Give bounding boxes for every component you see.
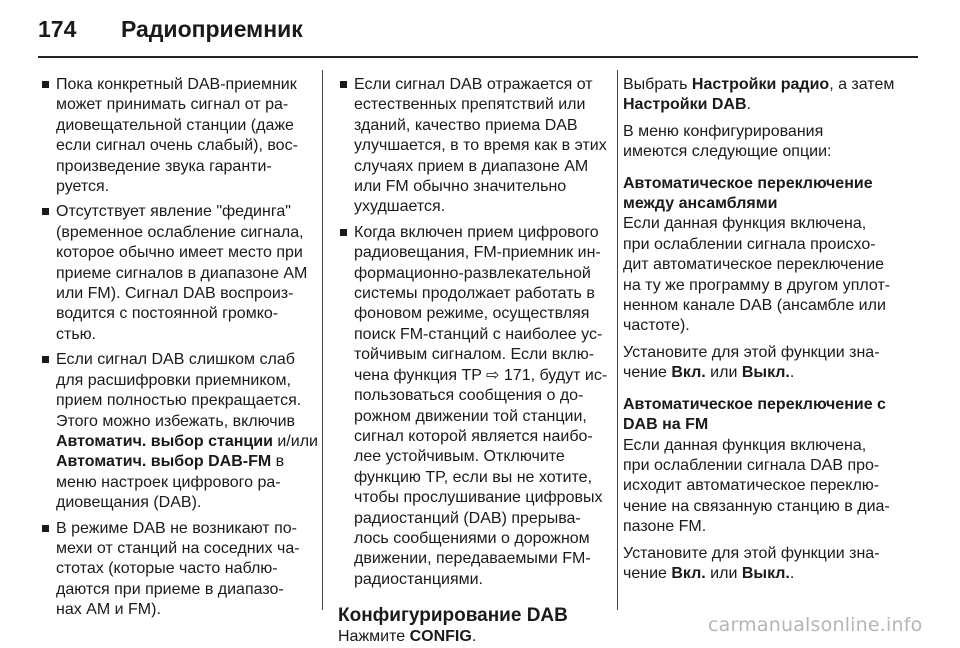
text-line: или FM). Сигнал DAB воспроиз- bbox=[56, 285, 294, 303]
text-line: поиск FM-станций с наиболее ус- bbox=[354, 325, 603, 343]
page-reference[interactable]: 171, будут ис- bbox=[499, 366, 608, 384]
text-line: чение на связанную станцию в диа- bbox=[623, 497, 890, 515]
text-line bbox=[623, 75, 908, 95]
text-line: зданий, качество приема DAB bbox=[354, 116, 578, 134]
text-line: Пока конкретный DAB-приемник bbox=[56, 76, 297, 93]
spacer bbox=[623, 384, 908, 395]
text-line: Если сигнал DAB отражается от bbox=[354, 76, 593, 93]
menu-option-label: Настройки радио bbox=[691, 76, 830, 93]
text-line: улучшается, в то время как в этих bbox=[354, 137, 607, 155]
text-line: диовещания (DAB). bbox=[56, 494, 202, 512]
text-line: диовещательной станции (даже bbox=[56, 116, 294, 134]
text-line: радиостанциями. bbox=[354, 570, 483, 588]
text-line: для расшифровки приемником, bbox=[56, 371, 291, 389]
text-line: даются при приеме в диапазо- bbox=[56, 580, 284, 598]
text-line bbox=[623, 564, 908, 584]
inline-text: в bbox=[271, 453, 285, 471]
page-number: 174 bbox=[38, 16, 77, 42]
text-line: Установите для этой функции зна- bbox=[623, 544, 880, 562]
column-divider bbox=[617, 70, 618, 610]
column-divider bbox=[322, 70, 323, 610]
inline-text: , а затем bbox=[829, 76, 895, 93]
text-line bbox=[338, 627, 610, 647]
text-line: мехи от станций на соседних ча- bbox=[56, 539, 300, 557]
option-heading: DAB на FM bbox=[623, 416, 709, 434]
text-line: формационно-развлекательной bbox=[354, 264, 591, 282]
text-line: фоновом режиме, осуществляя bbox=[354, 305, 590, 323]
inline-text: чена функция TP bbox=[354, 366, 487, 384]
text-line: естественных препятствий или bbox=[354, 96, 586, 114]
text-line: движении, передаваемыми FM- bbox=[354, 550, 591, 568]
text-line bbox=[354, 366, 610, 386]
bullet-item bbox=[338, 223, 610, 590]
inline-text: . bbox=[789, 564, 795, 582]
inline-text: и/или bbox=[272, 432, 318, 450]
text-line: пользоваться сообщения о до- bbox=[354, 387, 584, 405]
text-line: ухудшается. bbox=[354, 198, 446, 216]
text-line: дит автоматическое переключение bbox=[623, 256, 885, 274]
menu-option-label: Автоматич. выбор станции bbox=[56, 432, 273, 450]
text-line: Установите для этой функции зна- bbox=[623, 343, 880, 361]
text-line: случаях прием в диапазоне AM bbox=[354, 157, 589, 175]
text-line: тойчивым сигналом. Если вклю- bbox=[354, 346, 595, 364]
value-off-label: Выкл. bbox=[741, 364, 790, 382]
text-line: частоте). bbox=[623, 317, 690, 335]
menu-option-label: Настройки DAB bbox=[623, 96, 747, 114]
page-header bbox=[38, 14, 918, 54]
inline-text: Выбрать bbox=[623, 76, 692, 93]
column-3 bbox=[623, 75, 908, 584]
text-line: приеме сигналов в диапазоне AM bbox=[56, 264, 308, 282]
text-line: Если сигнал DAB слишком слаб bbox=[56, 351, 295, 369]
inline-text: чение bbox=[623, 364, 672, 382]
menu-option-label: Автоматич. выбор DAB-FM bbox=[56, 453, 272, 471]
text-line: чтобы прослушивание цифровых bbox=[354, 489, 603, 507]
page-reference-icon[interactable]: ⇨ bbox=[486, 366, 500, 384]
watermark: carmanualsonline.info bbox=[708, 614, 923, 636]
text-line: радиовещания, FM-приемник ин- bbox=[354, 244, 601, 262]
text-line: радиостанций (DAB) прерыва- bbox=[354, 509, 581, 527]
text-line bbox=[56, 432, 318, 452]
text-line: Если данная функция включена, bbox=[623, 436, 867, 454]
text-line: рожном движении той станции, bbox=[354, 407, 587, 425]
text-line: лось сообщениями о дорожном bbox=[354, 529, 590, 547]
text-line: исходит автоматическое переклю- bbox=[623, 477, 880, 495]
text-line: может принимать сигнал от ра- bbox=[56, 96, 289, 114]
text-line: ненном канале DAB (ансамбле или bbox=[623, 297, 886, 315]
inline-text: . bbox=[471, 628, 477, 646]
inline-text: . bbox=[789, 364, 795, 382]
page-title: Радиоприемник bbox=[121, 16, 303, 42]
option-heading: Автоматическое переключение bbox=[623, 174, 873, 192]
option-heading: Автоматическое переключение с bbox=[623, 395, 886, 413]
text-line: Этого можно избежать, включив bbox=[56, 412, 296, 430]
text-line: системы продолжает работать в bbox=[354, 285, 595, 303]
text-line: сигнал которой является наибо- bbox=[354, 427, 593, 445]
bullet-item bbox=[40, 202, 312, 345]
text-line: если сигнал очень слабый), вос- bbox=[56, 137, 298, 155]
value-on-label: Вкл. bbox=[671, 564, 706, 582]
text-line: функцию TP, если вы не хотите, bbox=[354, 468, 593, 486]
text-line: нах AM и FM). bbox=[56, 601, 161, 619]
text-line: лее устойчивым. Отключите bbox=[354, 448, 565, 466]
inline-text: Нажмите bbox=[338, 628, 410, 646]
text-line: Когда включен прием цифрового bbox=[354, 223, 599, 241]
text-line: В меню конфигурирования bbox=[623, 122, 824, 140]
value-on-label: Вкл. bbox=[671, 364, 706, 382]
text-line bbox=[623, 95, 908, 115]
inline-text: . bbox=[746, 96, 751, 114]
bullet-item bbox=[40, 75, 312, 197]
inline-text: или bbox=[705, 364, 742, 382]
text-line: при ослаблении сигнала DAB про- bbox=[623, 456, 880, 474]
column-2 bbox=[338, 75, 610, 648]
text-line: (временное ослабление сигнала, bbox=[56, 223, 304, 241]
text-line bbox=[623, 363, 908, 383]
bullet-item bbox=[338, 75, 610, 218]
text-line: меню настроек цифрового ра- bbox=[56, 473, 281, 491]
inline-text: или bbox=[705, 564, 742, 582]
text-line: на ту же программу в другом уплот- bbox=[623, 276, 891, 294]
text-line: руется. bbox=[56, 178, 110, 196]
bullet-item bbox=[40, 519, 312, 621]
text-line: или FM обычно значительно bbox=[354, 178, 567, 196]
text-line: имеются следующие опции: bbox=[623, 143, 832, 161]
section-heading: Конфигурирование DAB bbox=[338, 605, 568, 627]
text-line: стотах (которые часто наблю- bbox=[56, 560, 278, 578]
text-line: прием полностью прекращается. bbox=[56, 392, 302, 410]
text-line: В режиме DAB не возникают по- bbox=[56, 519, 297, 537]
text-line: Отсутствует явление "фединга" bbox=[56, 203, 291, 221]
text-line: которое обычно имеет место при bbox=[56, 244, 303, 262]
bullet-item bbox=[40, 350, 318, 513]
button-label: CONFIG bbox=[409, 628, 472, 646]
header-rule bbox=[38, 56, 918, 58]
text-line: водится с постоянной громко- bbox=[56, 305, 279, 323]
text-line: пазоне FM. bbox=[623, 518, 707, 536]
spacer bbox=[623, 163, 908, 174]
text-line: при ослаблении сигнала происхо- bbox=[623, 235, 876, 253]
value-off-label: Выкл. bbox=[741, 564, 790, 582]
text-line: стью. bbox=[56, 325, 97, 343]
option-heading: между ансамблями bbox=[623, 195, 778, 213]
text-line bbox=[56, 452, 312, 472]
text-line: произведение звука гаранти- bbox=[56, 157, 272, 175]
text-line: Если данная функция включена, bbox=[623, 215, 867, 233]
inline-text: чение bbox=[623, 564, 672, 582]
column-1 bbox=[40, 75, 318, 626]
